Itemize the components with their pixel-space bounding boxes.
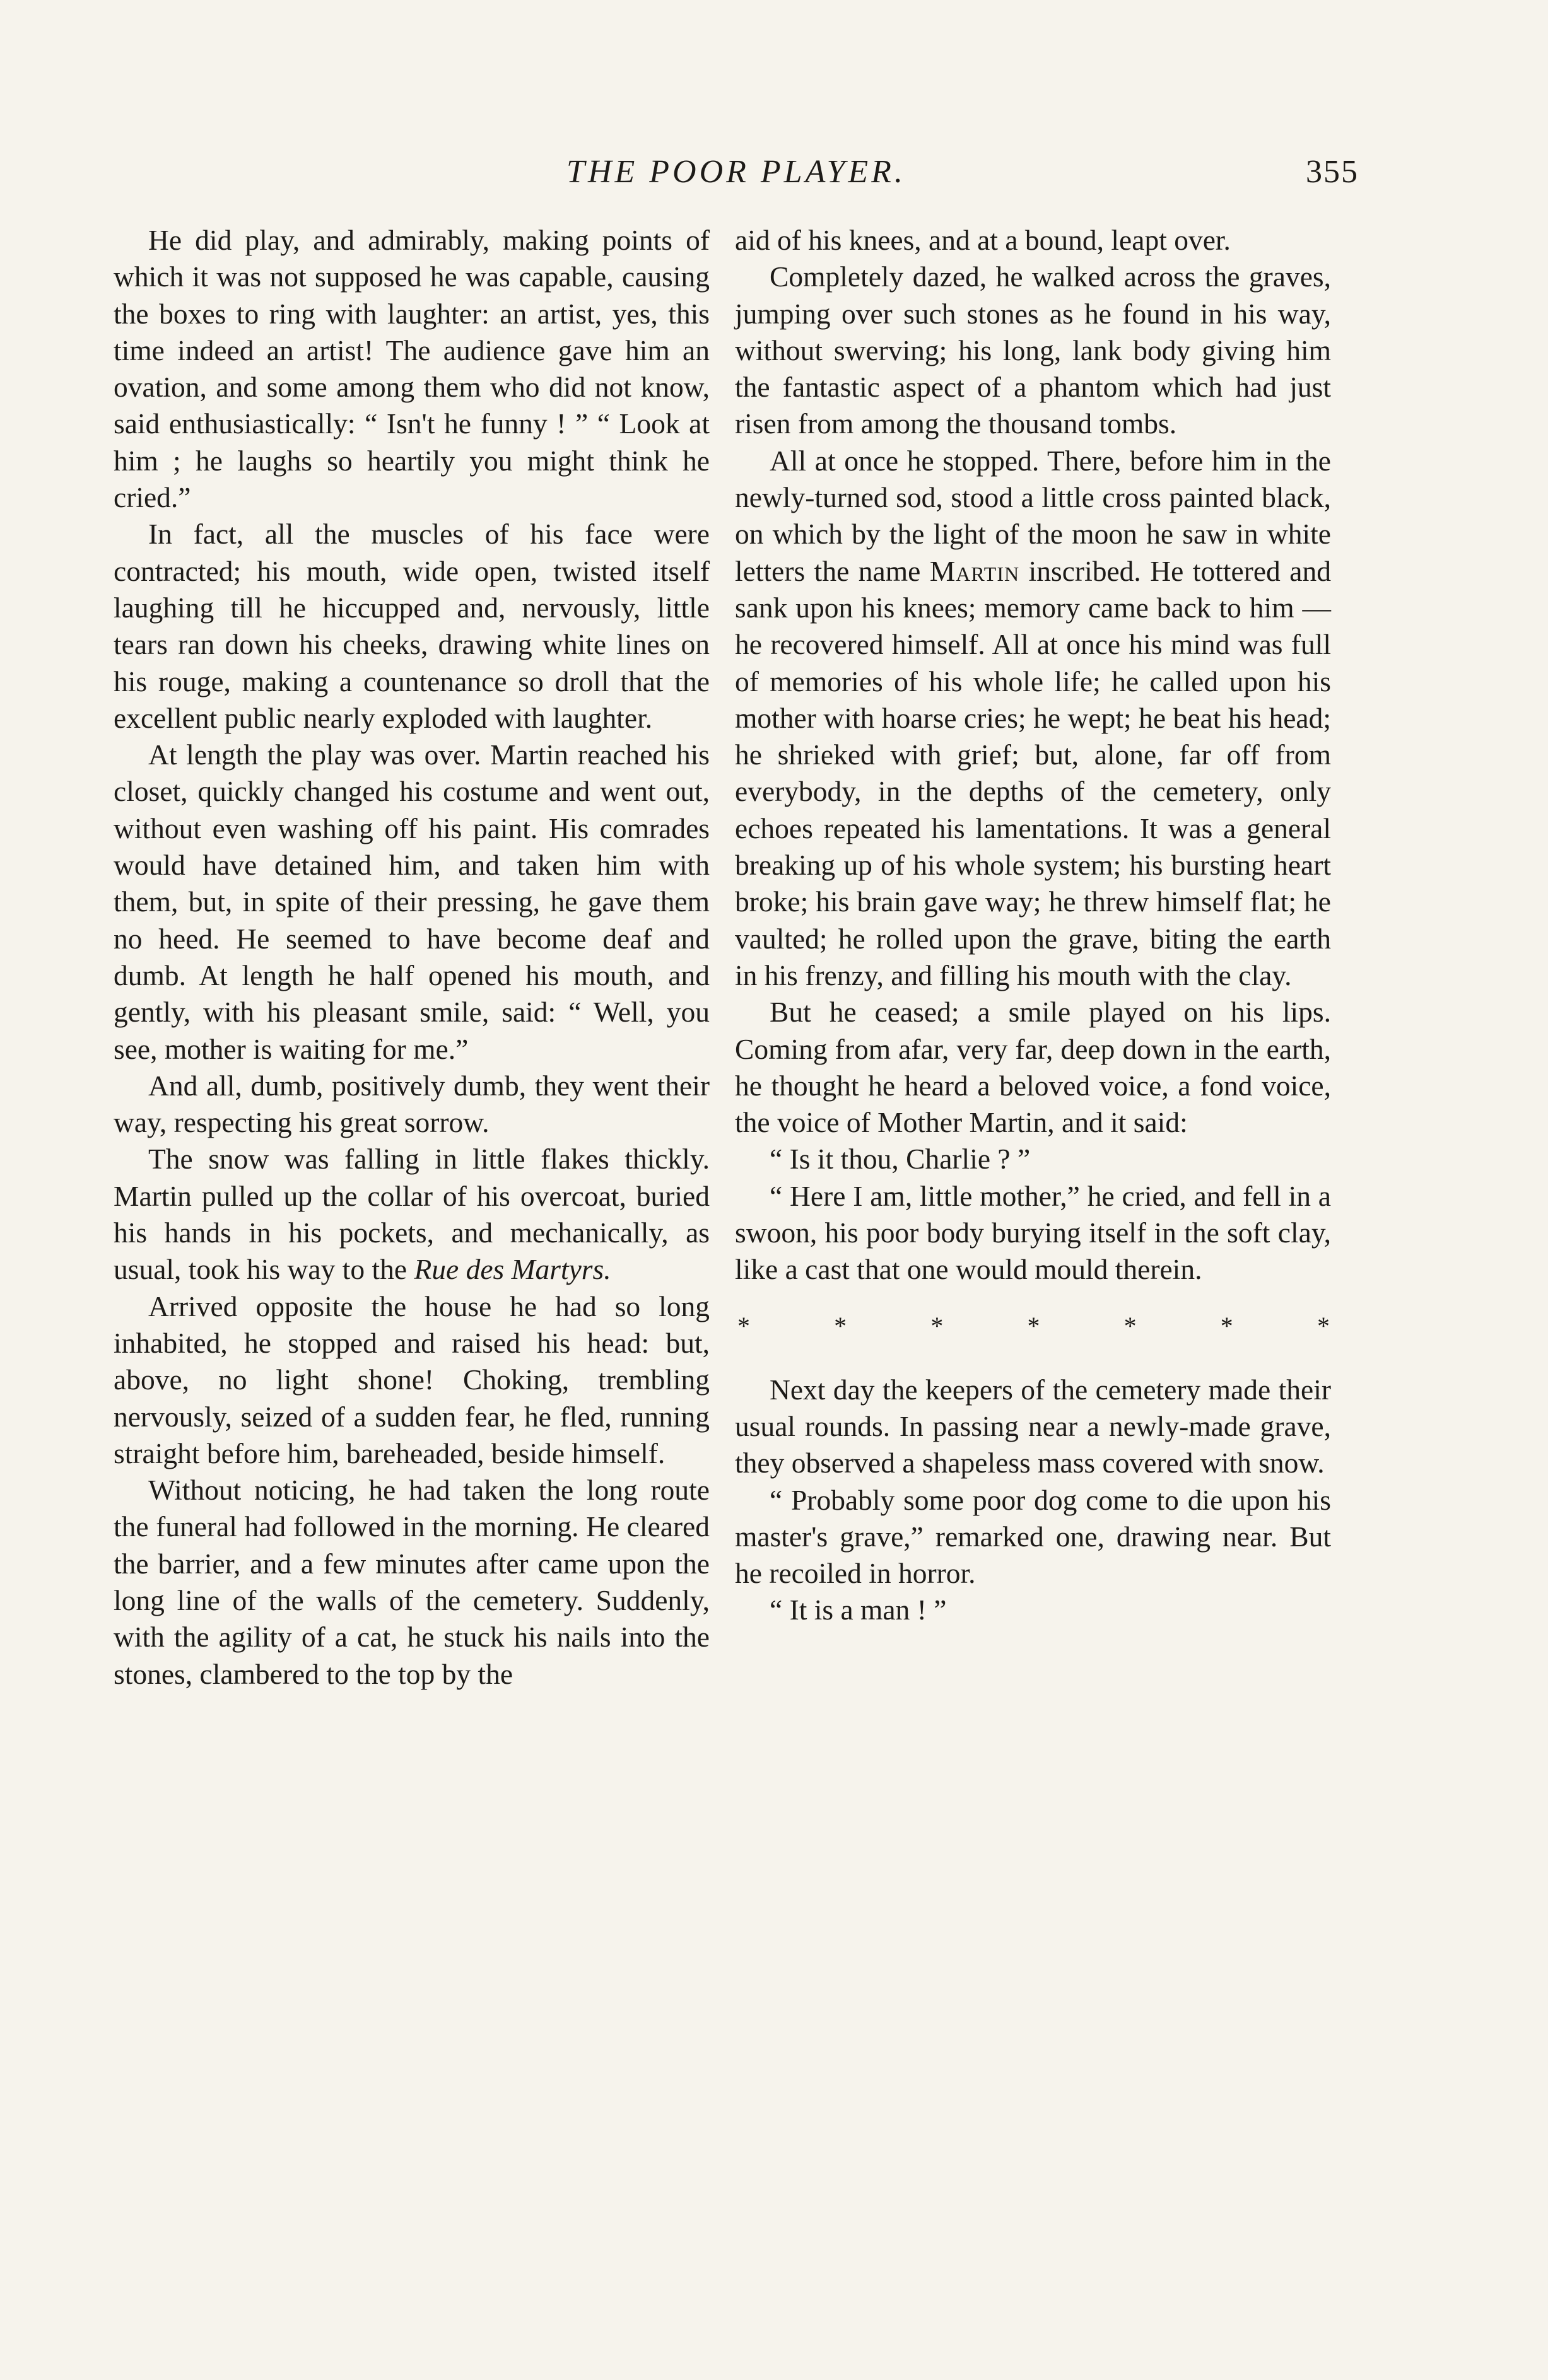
paragraph: “ Is it thou, Charlie ? ” [770,1143,1031,1175]
asterisk: * [1220,1311,1233,1340]
street-name: Rue des Martyrs. [414,1253,611,1286]
paragraph: Completely dazed, he walked across the graves, jumping over such stones as he found in his way, without swerving; his long, lank body giving him the fantastic aspect of a phantom which had just risen from among the thousand tombs. [735,260,1331,440]
asterisk: * [737,1311,750,1340]
paragraph: “ Probably some poor dog come to die upon his master's grave,” remarked one, drawing near. But he recoiled in horror. [735,1483,1331,1590]
cross-inscription: Martin [929,554,1020,587]
right-column [735,222,1331,1629]
paragraph: And all, dumb, positively dumb, they went their way, respecting his great sorrow. [114,1069,710,1139]
paragraph: “ Here I am, little mother,” he cried, and fell in a swoon, his poor body burying itself in the soft clay, like a cast that one would mould therein. [735,1179,1331,1286]
asterisk: * [930,1311,944,1340]
paragraph: Next day the keepers of the cemetery made their usual rounds. In passing near a newly-made grave, they observed a shapeless mass covered with snow. [735,1373,1331,1479]
asterisk: * [834,1311,847,1340]
section-break [735,1307,1331,1345]
paragraph: In fact, all the muscles of his face were contracted; his mouth, wide open, twisted itself laughing till he hiccupped and, nervously, little tears ran down his cheeks, drawing white lines on his rouge, making a countenance so droll that the excellent public nearly exploded with laughter. [114,518,710,734]
paragraph-continued: aid of his knees, and at a bound, leapt over. [735,224,1231,256]
paragraph: Without noticing, he had taken the long route the funeral had followed in the morning. He cleared the barrier, and a few minutes after came upon the long line of the walls of the cemetery. Suddenly, with the agility of a cat, he stuck his nails into the stones, clambered to the top by the [114,1474,710,1690]
asterisk: * [1123,1311,1137,1340]
paragraph [735,443,1331,994]
asterisk: * [1027,1311,1040,1340]
left-column [114,222,710,1693]
running-title: THE POOR PLAYER. [566,154,906,190]
paragraph: At length the play was over. Martin reached his closet, quickly changed his costume and went out, without even washing off his paint. His comrades would have detained him, and taken him with them, but, in spite of their pressing, he gave them no heed. He seemed to have become deaf and dumb. At length he half opened his mouth, and gently, with his pleasant smile, said: “ Well, you see, mother is waiting for me.” [114,738,710,1065]
asterisk: * [1316,1311,1330,1340]
paragraph: “ It is a man ! ” [770,1594,947,1626]
text-run: The snow was falling in little flakes thickly. Martin pulled up the collar of his overcoat, buried his hands in his pockets, and mechanically, as usual, took his way to the [114,1143,710,1286]
paragraph: But he ceased; a smile played on his lips. Coming from afar, very far, deep down in the earth, he thought he heard a beloved voice, a fond voice, the voice of Mother Martin, and it said: [735,996,1331,1139]
paragraph: He did play, and admirably, making points of which it was not supposed he was capable, causing the boxes to ring with laughter: an artist, yes, this time indeed an artist! The audience gave him an ovation, and some among them who did not know, said enthusiastically: “ Isn't he funny ! ” “ Look at him ; he laughs so heartily you might think he cried.” [114,224,710,514]
text-run: All at once he stopped. There, before him in the newly-turned sod, stood a little cross painted black, on which by the light of the moon he saw in white letters the name [735,444,1331,587]
paragraph: Arrived opposite the house he had so long inhabited, he stopped and raised his head: but, above, no light shone! Choking, trembling nervously, seized of a sudden fear, he fled, running straight before him, bareheaded, beside himself. [114,1290,710,1469]
page-number: 355 [1306,154,1359,190]
paragraph [114,1141,710,1288]
running-header [114,150,1359,194]
text-run: inscribed. He tottered and sank upon his knees; memory came back to him —he recovered himself. All at once his mind was full of memories of his whole life; he called upon his mother with hoarse cries; he wept; he beat his head; he shrieked with grief; but, alone, far off from everybody, in the depths of the cemetery, only echoes repeated his lamentations. It was a general breaking up of his whole system; his bursting heart broke; his brain gave way; he threw himself flat; he vaulted; he rolled upon the grave, biting the earth in his frenzy, and filling his mouth with the clay. [735,554,1332,991]
